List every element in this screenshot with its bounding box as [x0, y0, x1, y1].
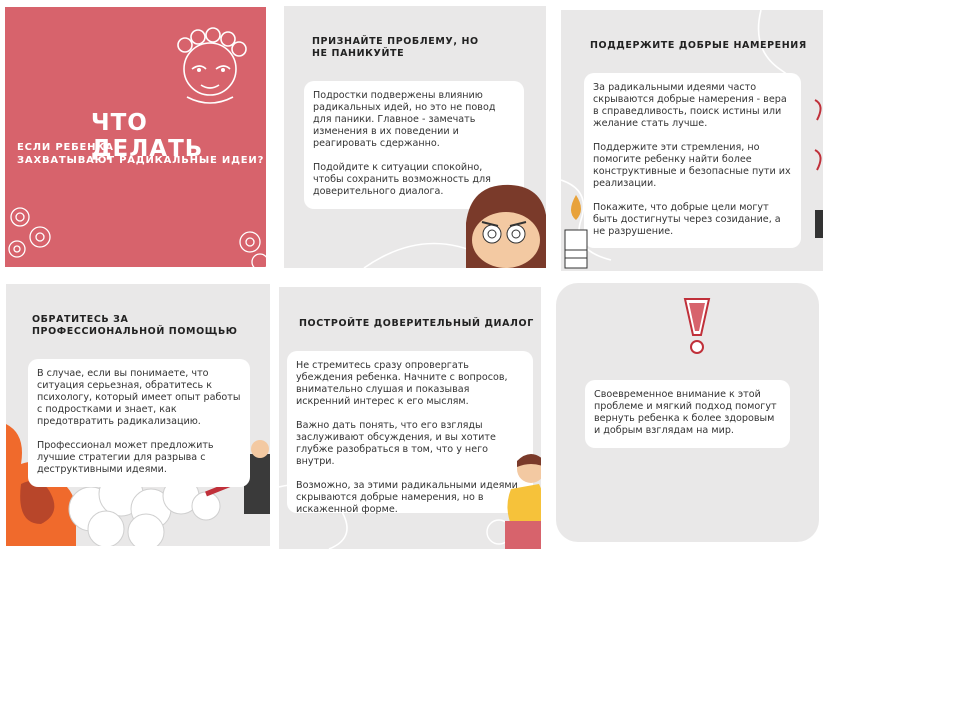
card-acknowledge-problem	[284, 6, 546, 268]
doodle-flowers-decoration	[5, 197, 65, 267]
card-support-intentions	[561, 10, 823, 271]
doodle-flowers-decoration	[230, 222, 266, 267]
cover-card	[5, 7, 266, 267]
exclamation-icon	[677, 295, 717, 357]
hugging-people-illustration	[501, 449, 541, 549]
cover-subtitle-line1: ЕСЛИ РЕБЕНКА	[17, 142, 114, 153]
paragraph: Покажите, что добрые цели могут быть достигнуты через созидание, а не разрушение.	[593, 202, 781, 237]
paragraph: Своевременное внимание к этой проблеме и мягкий подход помогут вернуть ребенка к более здоровым и добрым взглядам на мир.	[594, 389, 777, 436]
doodle-face-illustration	[165, 27, 255, 117]
text-box	[585, 380, 790, 448]
cover-subtitle-line2: ЗАХВАТЫВАЮТ РАДИКАЛЬНЫЕ ИДЕИ?	[17, 155, 265, 166]
paragraph: Подростки подвержены влиянию радикальных идей, но это не повод для паники. Главное - замечать изменения в их поведении и реагировать сдержанно.	[313, 90, 496, 149]
paragraph: Подойдите к ситуации спокойно, чтобы сохранить возможность для доверительного диалога.	[313, 162, 491, 197]
card-title: ОБРАТИТЕСЬ ЗА ПРОФЕССИОНАЛЬНОЙ ПОМОЩЬЮ	[32, 314, 238, 337]
dizzy-boy-illustration	[456, 178, 546, 268]
card-trusting-dialogue	[279, 287, 541, 549]
paragraph: Поддержите эти стремления, но помогите ребенку найти более конструктивные и безопасные пути их реализации.	[593, 142, 791, 189]
paragraph: В случае, если вы понимаете, что ситуация серьезная, обратитесь к психологу, который имеет опыт работы с подростками и знает, как предотвратить радикализацию.	[37, 368, 241, 427]
paragraph: Возможно, за этими радикальными идеями скрываются добрые намерения, но в искаженной форме.	[296, 480, 518, 515]
heart-figure-illustration	[813, 90, 823, 240]
card-title: ПРИЗНАЙТЕ ПРОБЛЕМУ, НО НЕ ПАНИКУЙТЕ	[312, 36, 479, 59]
paragraph: Важно дать понять, что его взгляды заслуживают обсуждения, и вы хотите глубже разобраться в том, что у него внутри.	[296, 420, 496, 467]
cover-title: ЧТО ДЕЛАТЬ	[91, 110, 204, 162]
flame-figure-illustration	[561, 190, 591, 270]
paragraph: Профессионал может предложить лучшие стратегии для разрыва с деструктивными идеями.	[37, 440, 214, 475]
card-title: ПОДДЕРЖИТЕ ДОБРЫЕ НАМЕРЕНИЯ	[590, 40, 807, 51]
paragraph: Не стремитесь сразу опровергать убеждения ребенка. Начните с вопросов, внимательно слушая и показывая искренний интерес к его мыслям.	[296, 360, 508, 407]
text-box	[584, 73, 801, 248]
paragraph: За радикальными идеями часто скрываются добрые намерения - вера в справедливость, поиск истины или желание стать лучше.	[593, 82, 787, 129]
card-professional-help	[6, 284, 270, 546]
text-box	[28, 359, 250, 487]
card-conclusion	[556, 283, 819, 542]
text-box	[287, 351, 533, 513]
card-title: ПОСТРОЙТЕ ДОВЕРИТЕЛЬНЫЙ ДИАЛОГ	[299, 318, 534, 329]
